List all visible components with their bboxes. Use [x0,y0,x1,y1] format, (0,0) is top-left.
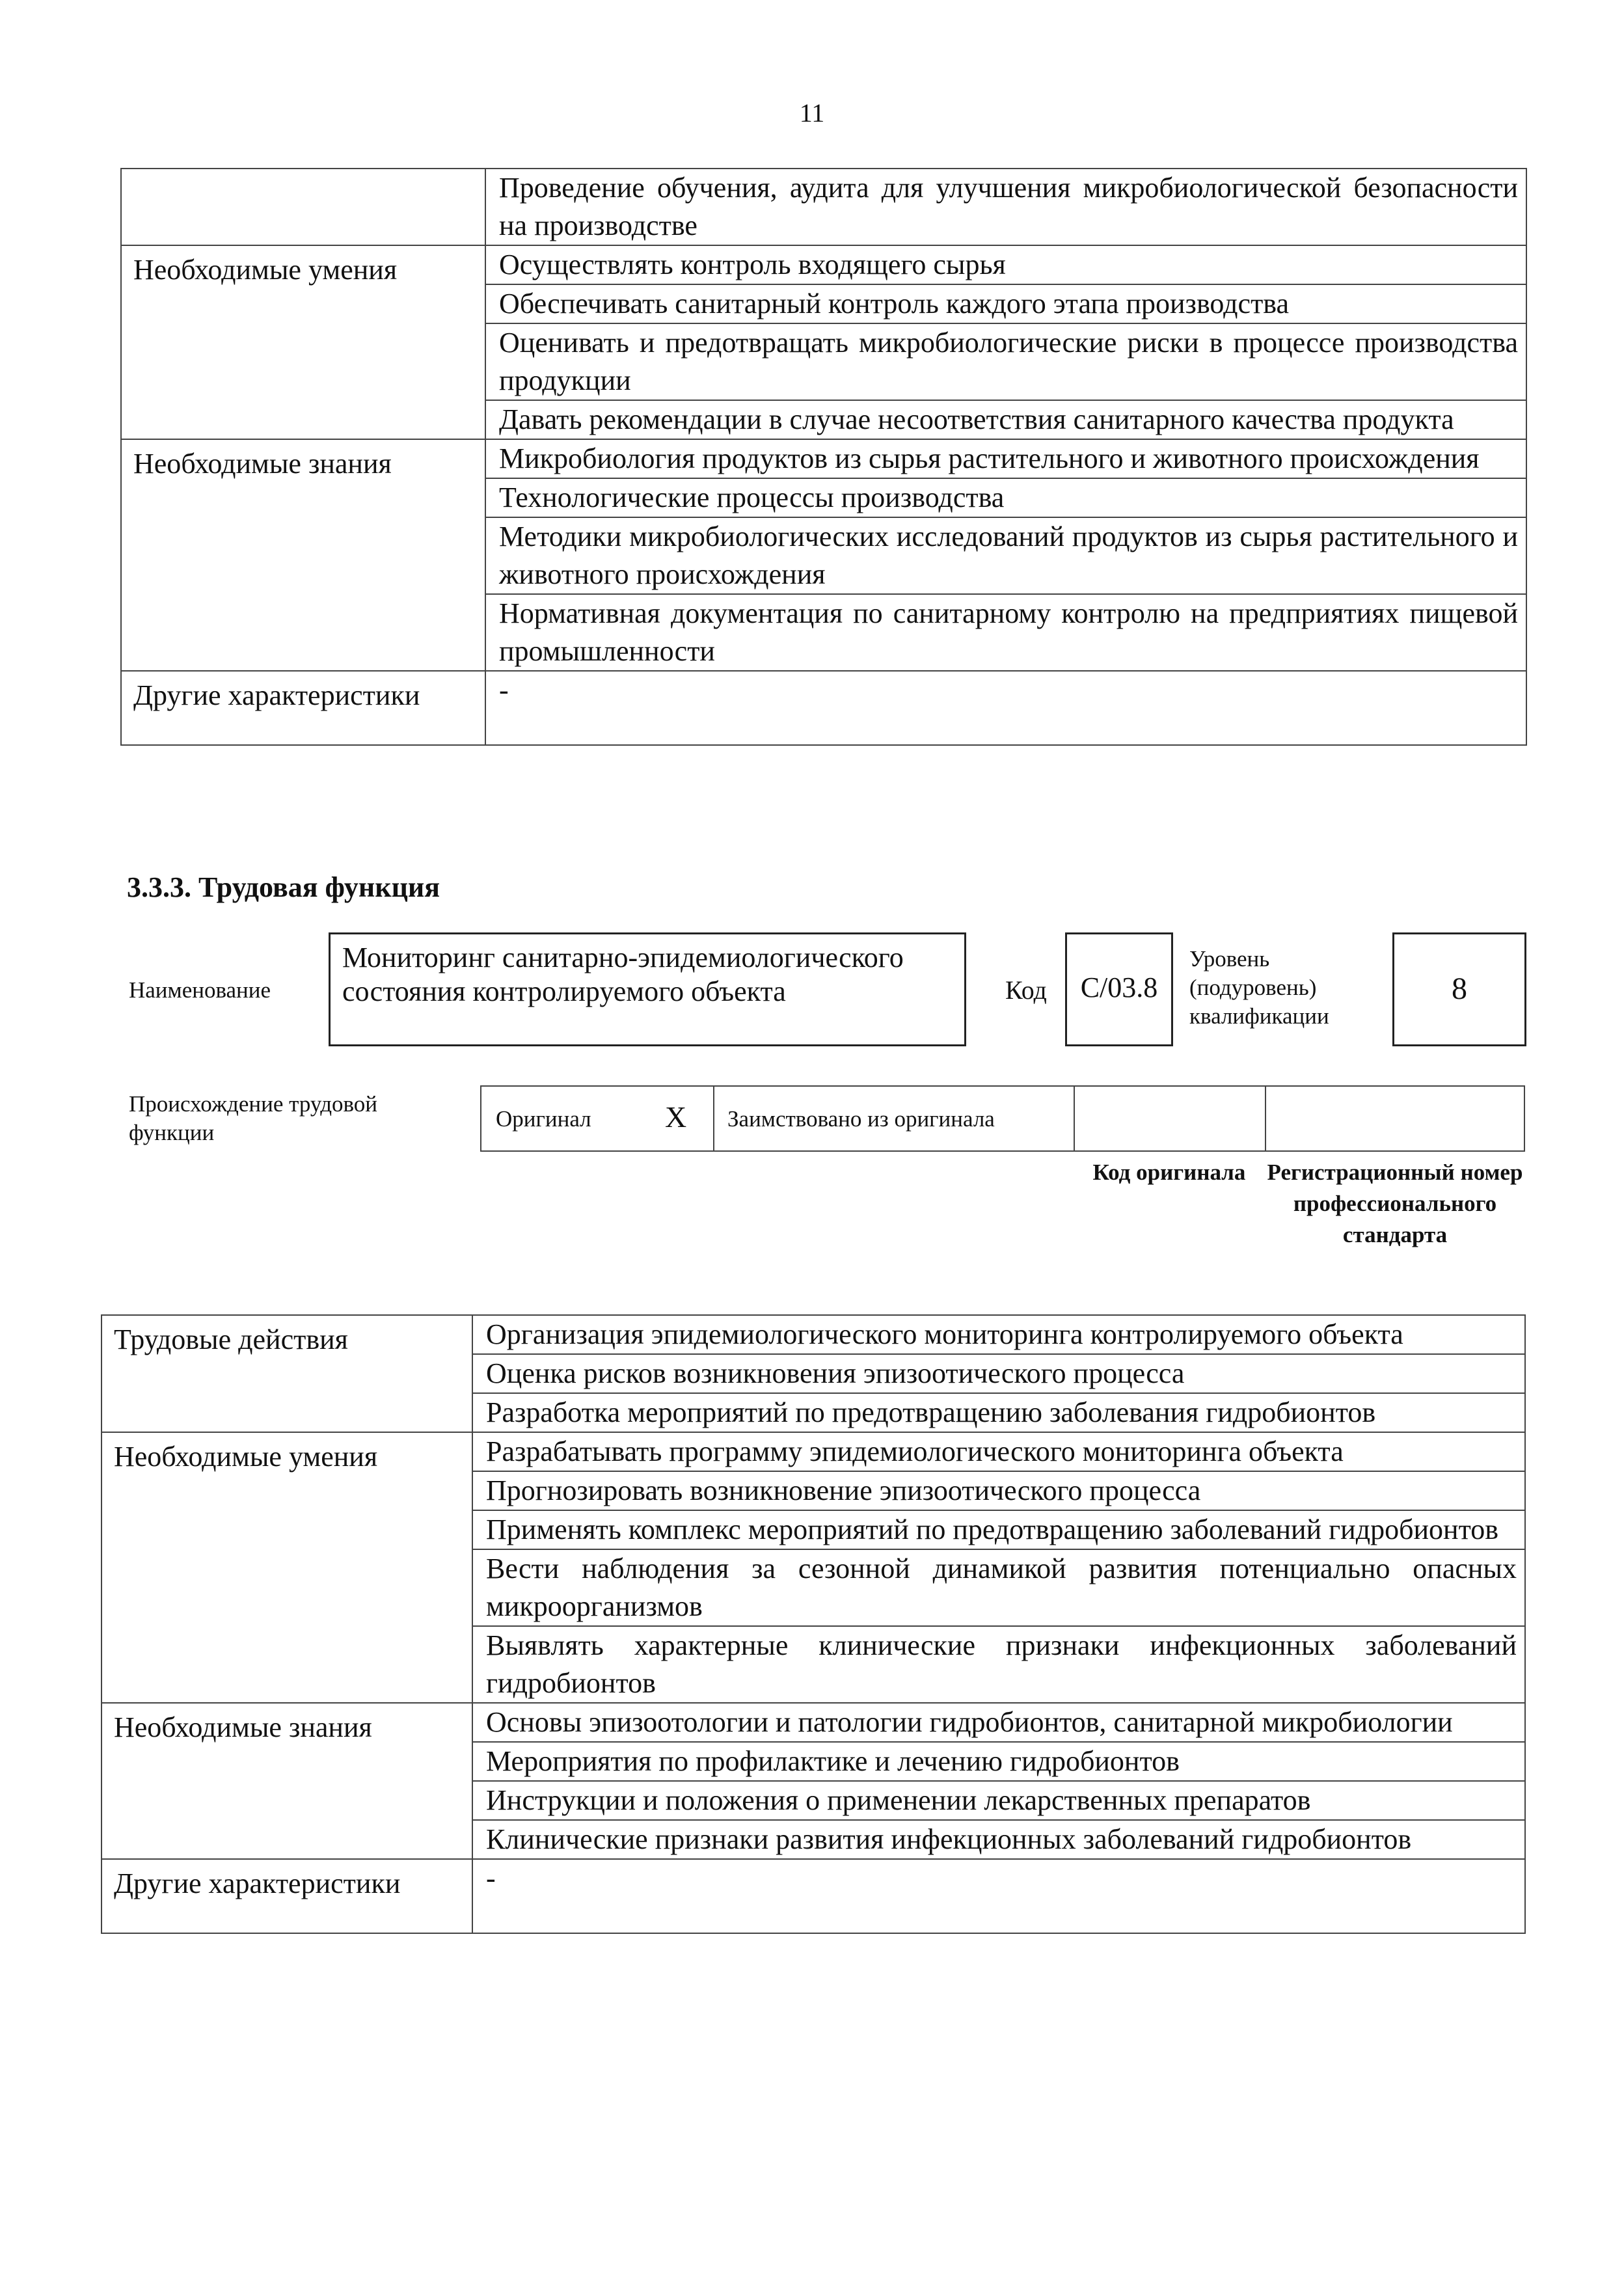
row-item: Давать рекомендации в случае несоответствия санитарного качества продукта [485,400,1526,439]
table-continued-body [121,169,1526,745]
reg-number-cell [1266,1087,1524,1150]
row-item: Основы эпизоотологии и патологии гидробионтов, санитарной микробиологии [472,1703,1525,1742]
original-cell [481,1087,714,1150]
section-heading: 3.3.3. Трудовая функция [127,871,440,903]
function-name-box [329,932,966,1046]
origin-row [480,1085,1525,1152]
function-name-value: Мониторинг санитарно-эпидемиологического состояния контролируемого объекта [342,942,904,1007]
table-function-details [101,1314,1526,1934]
reg-number-caption: Регистрационный номер профессионального стандарта [1267,1160,1523,1247]
table-continued [120,168,1527,746]
table-row [121,671,1526,745]
table-function-details-body [102,1315,1525,1933]
row-item: Нормативная документация по санитарному контролю на предприятиях пищевой промышленности [485,594,1526,671]
table-row [121,245,1526,284]
borrowed-label: Заимствовано из оригинала [727,1106,995,1132]
row-item: Проведение обучения, аудита для улучшения микробиологической безопасности на производстве [485,169,1526,245]
row-item: Обеспечивать санитарный контроль каждого этапа производства [485,284,1526,323]
row-item: Технологические процессы производства [485,478,1526,517]
row-label: Необходимые умения [102,1432,472,1703]
row-item: Выявлять характерные клинические признаки инфекционных заболеваний гидробионтов [472,1626,1525,1703]
row-item: - [485,671,1526,745]
row-item: Прогнозировать возникновение эпизоотического процесса [472,1471,1525,1510]
row-label: Необходимые знания [121,439,485,671]
row-label: Другие характеристики [121,671,485,745]
row-item: - [472,1859,1525,1933]
row-label: Другие характеристики [102,1859,472,1933]
row-item: Мероприятия по профилактике и лечению гидробионтов [472,1742,1525,1781]
row-item: Инструкции и положения о применении лекарственных препаратов [472,1781,1525,1820]
row-item: Оценка рисков возникновения эпизоотического процесса [472,1354,1525,1393]
row-item: Применять комплекс мероприятий по предотвращению заболеваний гидробионтов [472,1510,1525,1549]
row-item: Организация эпидемиологического мониторинга контролируемого объекта [472,1315,1525,1354]
code-original-cell [1075,1087,1266,1150]
row-item: Методики микробиологических исследований продуктов из сырья растительного и животного происхождения [485,517,1526,594]
original-mark: X [665,1100,687,1134]
origin-label: Происхождение трудовой функции [129,1091,378,1145]
row-item: Клинические признаки развития инфекционных заболеваний гидробионтов [472,1820,1525,1859]
row-label: Трудовые действия [102,1315,472,1432]
name-label: Наименование [129,977,271,1003]
level-value: 8 [1452,971,1467,1006]
code-original-caption: Код оригинала [1092,1160,1246,1185]
table-row [102,1859,1525,1933]
borrowed-cell [714,1087,1075,1150]
table-row [102,1315,1525,1354]
table-row [121,169,1526,245]
row-item: Оценивать и предотвращать микробиологические риски в процессе производства продукции [485,323,1526,400]
row-label: Необходимые умения [121,245,485,439]
level-box [1392,932,1526,1046]
level-label: Уровень (подуровень) квалификации [1189,946,1329,1029]
table-row [102,1703,1525,1742]
code-value: C/03.8 [1080,971,1158,1003]
code-box [1065,932,1173,1046]
original-label: Оригинал [496,1106,591,1132]
table-row [102,1432,1525,1471]
page-number: 11 [799,98,825,128]
row-item: Разрабатывать программу эпидемиологического мониторинга объекта [472,1432,1525,1471]
row-label: Необходимые знания [102,1703,472,1859]
table-row [121,439,1526,478]
row-label [121,169,485,245]
row-item: Вести наблюдения за сезонной динамикой развития потенциально опасных микроорганизмов [472,1549,1525,1626]
row-item: Микробиология продуктов из сырья растительного и животного происхождения [485,439,1526,478]
code-label: Код [1005,975,1047,1005]
row-item: Осуществлять контроль входящего сырья [485,245,1526,284]
row-item: Разработка мероприятий по предотвращению заболевания гидробионтов [472,1393,1525,1432]
